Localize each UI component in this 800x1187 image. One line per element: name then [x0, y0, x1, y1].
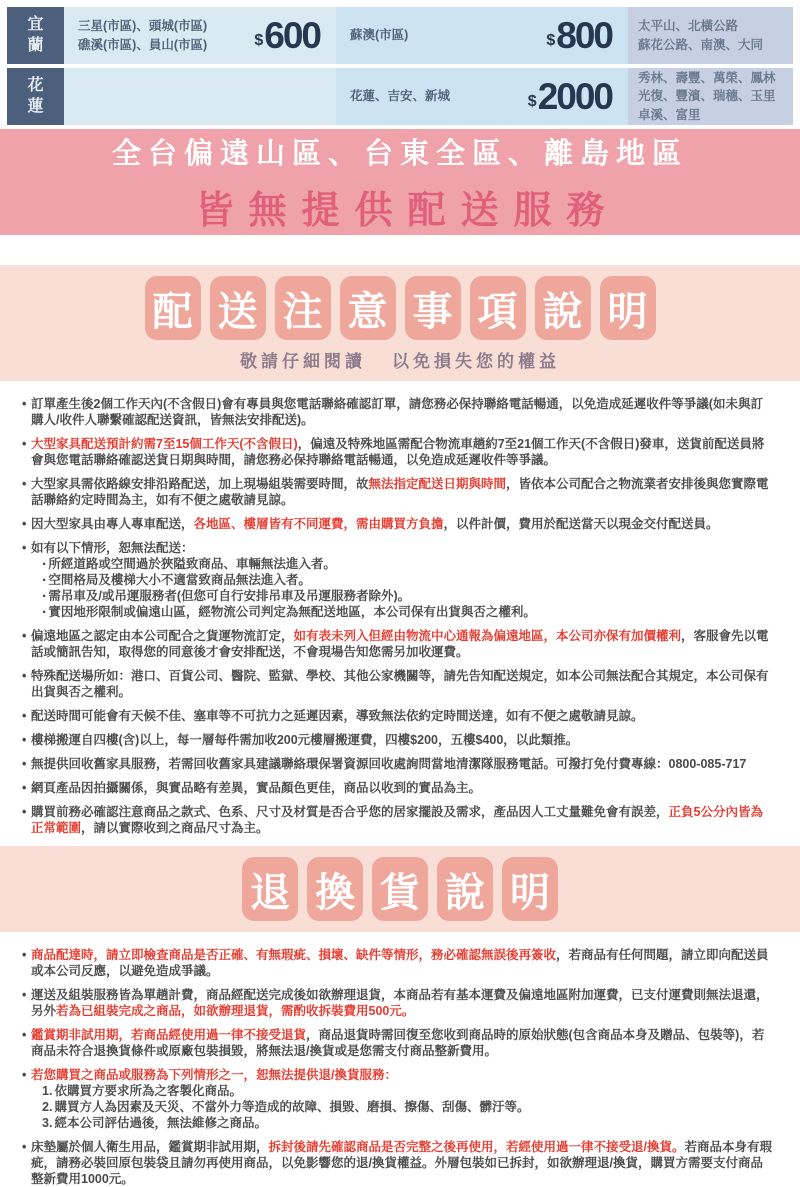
bullet-item — [22, 436, 774, 468]
bullet-text — [31, 1067, 774, 1131]
return-policy-title-panel — [0, 846, 800, 932]
area-line: 卓溪、富里 — [638, 107, 701, 122]
title-char: 退 — [242, 857, 298, 921]
bullet-text — [31, 396, 774, 428]
bullet-marker: • — [22, 437, 27, 451]
region-cell — [7, 68, 64, 125]
bullet-main-text — [31, 436, 774, 468]
bullet-marker: • — [22, 397, 27, 411]
title-char: 說 — [535, 276, 591, 340]
zone3-areas — [638, 69, 776, 123]
area-line: 礁溪(市區)、員山(市區) — [78, 37, 208, 52]
zone2-cell — [336, 68, 628, 125]
bullet-text — [31, 628, 774, 660]
sub-text — [54, 1115, 267, 1131]
bullet-item — [22, 780, 774, 796]
price-value: 600 — [264, 14, 320, 56]
bullet-marker: • — [22, 948, 27, 962]
zone2-areas — [350, 87, 450, 105]
text-segment: 購買前務必確認注意商品之款式、色系、尺寸及材質是否合乎您的居家擺設及需求，產品因人工丈量難免會有誤差， — [31, 805, 669, 819]
bullet-item — [22, 947, 774, 979]
text-segment: 床墊屬於個人衛生用品，鑑賞期非試用期， — [31, 1140, 269, 1154]
bullet-main-text — [31, 780, 774, 796]
title-char: 事 — [405, 276, 461, 340]
price-value: 800 — [556, 14, 612, 56]
sub-item — [31, 1099, 774, 1115]
zone3-cell — [628, 68, 793, 125]
subtitle-right: 以免損失您的權益 — [392, 352, 560, 371]
area-line: 三星(市區)、頭城(市區) — [78, 19, 208, 34]
sub-text — [48, 588, 410, 604]
bullet-main-text — [31, 756, 774, 772]
region-name: 宜蘭 — [27, 15, 44, 54]
bullet-marker: • — [22, 1028, 27, 1042]
bullet-main-text — [31, 1067, 774, 1083]
zone3-areas — [638, 17, 763, 53]
bullet-text — [31, 516, 774, 532]
price — [254, 15, 320, 57]
delivery-notes-title — [0, 276, 800, 340]
bullet-text — [31, 780, 774, 796]
zone3-cell — [628, 7, 793, 64]
title-char: 明 — [600, 276, 656, 340]
sub-item — [31, 556, 774, 572]
bullet-text — [31, 436, 774, 468]
bullet-main-text — [31, 708, 774, 724]
bullet-main-text — [31, 396, 774, 428]
bullet-main-text — [31, 947, 774, 979]
bullet-marker: • — [22, 709, 27, 723]
sub-text — [48, 556, 336, 572]
table-row-yilan — [7, 7, 793, 64]
region-cell — [7, 7, 64, 64]
bullet-item — [22, 1027, 774, 1059]
sub-marker: ‧ — [42, 557, 47, 571]
bullet-item — [22, 1139, 774, 1187]
text-segment: 正負5公分內皆為正常範圍 — [31, 805, 763, 835]
text-segment: 配送時間可能會有天候不佳、塞車等不可抗力之延遲因素，導致無法依約定時間送達，如有不便之處敬請見諒。 — [31, 709, 644, 723]
sub-marker: 3. — [42, 1116, 53, 1130]
sub-text — [48, 572, 311, 588]
bullet-item — [22, 708, 774, 724]
text-segment: 各地區、樓層皆有不同運費，需由購買方負擔 — [193, 517, 444, 531]
price-value: 2000 — [537, 75, 612, 117]
sub-item — [31, 572, 774, 588]
title-char: 意 — [340, 276, 396, 340]
title-char: 貨 — [372, 857, 428, 921]
bullet-item — [22, 732, 774, 748]
delivery-notes-title-panel — [0, 265, 800, 381]
text-segment: 商品配達時，請立即檢查商品是否正確、有無瑕疵、損壞、缺件等情形，務必確認無誤後再簽收 — [31, 948, 557, 962]
sub-item — [31, 1115, 774, 1131]
bullet-marker: • — [22, 517, 27, 531]
title-char: 換 — [307, 857, 363, 921]
text-segment: 所經道路或空間過於狹隘致商品、車輛無法進入者。 — [48, 557, 336, 571]
text-segment: 無法指定配送日期與時間 — [368, 477, 507, 491]
text-segment: 經本公司評估過後，無法維修之商品。 — [54, 1116, 267, 1130]
text-segment: 如有表未列入但經由物流中心通報為偏遠地區，本公司亦保有加價權利 — [293, 629, 682, 643]
text-segment: ，客服會先以電話或簡訊告知，取得您的同意後才會安排配送，不會現場告知您需另加收運費。 — [31, 629, 769, 659]
text-segment: 特殊配送場所如：港口、百貨公司、醫院、監獄、學校、其他公家機關等，請先告知配送規定，如本公司無法配合其規定，本公司保有出貨與否之權利。 — [31, 669, 769, 699]
sub-item — [31, 604, 774, 620]
bullet-item — [22, 987, 774, 1019]
area-line: 光復、豐濱、瑞穗、玉里 — [638, 89, 776, 104]
area-line: 花蓮、吉安、新城 — [350, 89, 451, 104]
text-segment: ，皆依本公司配合之物流業者安排後與您實際電話聯絡約定時間為主，如有不便之處敬請見諒。 — [31, 477, 769, 507]
bullet-main-text — [31, 987, 774, 1019]
text-segment: 空間格局及樓梯大小不適當致商品無法進入者。 — [48, 573, 311, 587]
bullet-main-text — [31, 540, 774, 556]
sub-text — [54, 1083, 242, 1099]
title-char: 送 — [210, 276, 266, 340]
bullet-item — [22, 540, 774, 620]
bullet-main-text — [31, 668, 774, 700]
sub-item — [31, 588, 774, 604]
bullet-main-text — [31, 804, 774, 836]
bullet-text — [31, 708, 774, 724]
text-segment: ，請以實際收到之商品尺寸為主。 — [81, 821, 269, 835]
bullet-text — [31, 476, 774, 508]
zone1-areas — [78, 17, 207, 53]
bullet-item — [22, 668, 774, 700]
zone2-cell — [336, 7, 628, 64]
bullet-item — [22, 476, 774, 508]
return-policy-title — [0, 857, 800, 921]
text-segment: 無提供回收舊家具服務，若需回收舊家具建議聯絡環保署資源回收處詢問當地清潔隊服務電話。可撥打免付費專線：0800-085-717 — [31, 757, 747, 771]
text-segment: 若您購買之商品或服務為下列情形之一，恕無法提供退/換貨服務： — [31, 1068, 397, 1082]
subtitle-left: 敬請仔細閱讀 — [240, 352, 366, 371]
price — [528, 76, 612, 118]
bullet-text — [31, 756, 774, 772]
bullet-marker: • — [22, 629, 27, 643]
sub-marker: ‧ — [42, 589, 47, 603]
bullet-item — [22, 804, 774, 836]
currency-symbol: $ — [546, 31, 556, 49]
title-char: 注 — [275, 276, 331, 340]
zone2-areas — [350, 26, 408, 44]
bullet-main-text — [31, 628, 774, 660]
sub-marker: 1. — [42, 1084, 53, 1098]
bullet-text — [31, 1027, 774, 1059]
text-segment: 鑑賞期非試用期，若商品經使用過一律不接受退貨 — [31, 1028, 307, 1042]
sub-item — [31, 1083, 774, 1099]
table-row-hualien — [7, 68, 793, 125]
text-segment: 網頁產品因拍攝關係，與實品略有差異，實品顏色更佳，商品以收到的實品為主。 — [31, 781, 482, 795]
sub-marker: ‧ — [42, 573, 47, 587]
text-segment: 需吊車及/或吊運服務者(但您可自行安排吊車及吊運服務者除外)。 — [48, 589, 411, 603]
bullet-main-text — [31, 516, 774, 532]
text-segment: 實因地形限制或偏遠山區，經物流公司判定為無配送地區，本公司保有出貨與否之權利。 — [48, 605, 536, 619]
currency-symbol: $ — [254, 31, 264, 49]
text-segment: 若為已組裝完成之商品，如欲辦理退貨，需酌收拆裝費用500元。 — [56, 1004, 415, 1018]
text-segment: 依購買方要求所為之客製化商品。 — [54, 1084, 242, 1098]
text-segment: 因大型家具由專人專車配送， — [31, 517, 194, 531]
bullet-item — [22, 756, 774, 772]
bullet-marker: • — [22, 1068, 27, 1082]
bullet-item — [22, 396, 774, 428]
bullet-marker: • — [22, 733, 27, 747]
area-line: 蘇澳(市區) — [350, 28, 409, 43]
title-char: 說 — [437, 857, 493, 921]
text-segment: 若商品本身有瑕疵，請務必裝回原包裝袋且請勿再使用商品，以免影響您的退/換貨權益。外層包裝如已拆封，如欲辦理退/換貨，購買方需要支付商品整新費用1000元。 — [31, 1140, 773, 1186]
bullet-text — [31, 1139, 774, 1187]
bullet-main-text — [31, 1027, 774, 1059]
text-segment: 大型家具配送預計約需7至15個工作天(不含假日) — [31, 437, 298, 451]
text-segment: ，商品退貨時需回復至您收到商品時的原始狀態(包含商品本身及贈品、包裝等)，若商品未符合退換貨條件或原廠包裝損毀，將無法退/換貨或是您需支付商品整新費用。 — [31, 1028, 765, 1058]
text-segment: 如有以下情形，恕無法配送： — [31, 541, 194, 555]
text-segment: 拆封後請先確認商品是否完整之後再使用，若經使用過一律不接受退/換貨。 — [268, 1140, 685, 1154]
sub-text — [54, 1099, 529, 1115]
bullet-text — [31, 987, 774, 1019]
text-segment: 運送及組裝服務皆為單趟計費，商品經配送完成後如欲辦理退貨，本商品若有基本運費及偏遠地區附加運費，已支付運費則無法退還，另外 — [31, 988, 769, 1018]
bullet-marker: • — [22, 477, 27, 491]
text-segment: 偏遠地區之認定由本公司配合之貨運物流訂定， — [31, 629, 294, 643]
title-char: 配 — [145, 276, 201, 340]
bullet-marker: • — [22, 1140, 27, 1154]
text-segment: 大型家具需依路線安排沿路配送，加上現場組裝需要時間，故 — [31, 477, 369, 491]
text-segment: ，若商品有任何問題，請立即向配送員或本公司反應，以避免造成爭議。 — [31, 948, 769, 978]
delivery-notes-subtitle — [0, 347, 800, 372]
zone1-cell — [64, 7, 336, 64]
bullet-marker: • — [22, 541, 27, 555]
bullet-text — [31, 668, 774, 700]
sub-text — [48, 604, 536, 620]
price — [546, 15, 612, 57]
bullet-text — [31, 947, 774, 979]
bullet-main-text — [31, 732, 774, 748]
bullet-text — [31, 540, 774, 620]
delivery-notes-list — [0, 381, 800, 836]
bullet-text — [31, 804, 774, 836]
bullet-text — [31, 732, 774, 748]
bullet-item — [22, 1067, 774, 1131]
banner-line-1: 全台偏遠山區、台東全區、離島地區 — [111, 137, 688, 170]
title-char: 明 — [502, 857, 558, 921]
return-policy-list — [0, 932, 800, 1187]
bullet-marker: • — [22, 805, 27, 819]
title-char: 項 — [470, 276, 526, 340]
bullet-item — [22, 516, 774, 532]
text-segment: 樓梯搬運自四樓(含)以上，每一層每件需加收200元樓層搬運費，四樓$200，五樓$400，以此類推。 — [31, 733, 579, 747]
bullet-item — [22, 628, 774, 660]
no-delivery-banner — [0, 129, 800, 235]
bullet-marker: • — [22, 669, 27, 683]
bullet-main-text — [31, 1139, 774, 1187]
text-segment: ，以件計價，費用於配送當天以現金交付配送員。 — [443, 517, 719, 531]
region-name: 花蓮 — [27, 76, 44, 115]
sub-marker: ‧ — [42, 605, 47, 619]
text-segment: 購買方人為因素及天災、不當外力等造成的故障、損毀、磨損、擦傷、刮傷、髒汙等。 — [54, 1100, 530, 1114]
area-line: 太平山、北橫公路 — [638, 19, 739, 34]
currency-symbol: $ — [527, 92, 537, 110]
banner-line-2: 皆無提供配送服務 — [195, 189, 620, 232]
bullet-main-text — [31, 476, 774, 508]
bullet-marker: • — [22, 781, 27, 795]
shipping-fee-table — [7, 7, 793, 125]
zone1-cell — [64, 68, 336, 125]
sub-marker: 2. — [42, 1100, 53, 1114]
bullet-marker: • — [22, 988, 27, 1002]
text-segment: 訂單產生後2個工作天內(不含假日)會有專員與您電話聯絡確認訂單，請您務必保持聯絡電話暢通，以免造成延遲收件等爭議(如未與訂購人/收件人聯繫確認配送資訊，皆無法安排配送)。 — [31, 397, 763, 427]
text-segment: ，偏遠及特殊地區需配合物流車趟約7至21個工作天(不含假日)發車，送貨前配送員將會與您電話聯絡確認送貨日期與時間，請您務必保持聯絡電話暢通，以免造成延遲收件等爭議。 — [31, 437, 765, 467]
area-line: 蘇花公路、南澳、大同 — [638, 37, 764, 52]
area-line: 秀林、壽豐、萬榮、鳳林 — [638, 71, 776, 86]
bullet-marker: • — [22, 757, 27, 771]
